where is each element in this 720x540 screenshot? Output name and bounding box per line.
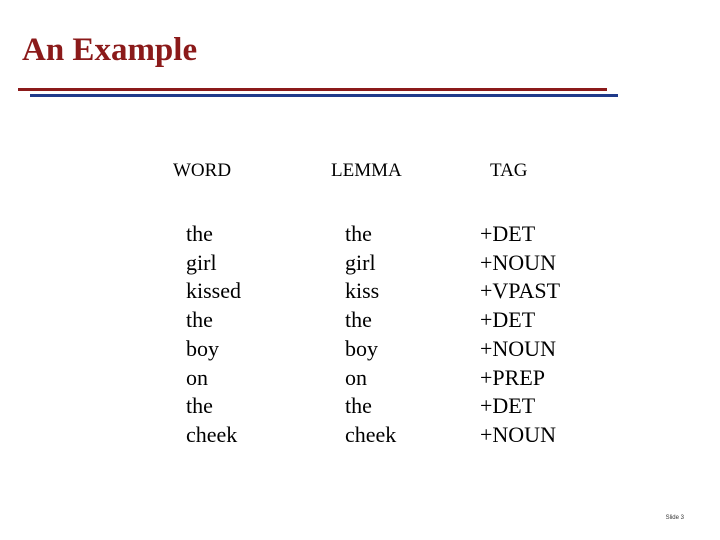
- tag-cell: +DET: [480, 393, 536, 419]
- slide-title: An Example: [22, 32, 198, 68]
- lemma-cell: the: [345, 393, 372, 419]
- lemma-cell: girl: [345, 249, 376, 275]
- word-column: [186, 220, 241, 450]
- word-cell: cheek: [186, 421, 238, 447]
- slide-number: Slide 3: [665, 515, 684, 521]
- tag-cell: +DET: [480, 307, 536, 333]
- tag-cell: +NOUN: [480, 421, 556, 447]
- lemma-cell: on: [345, 364, 367, 390]
- tag-cell: +DET: [480, 221, 536, 246]
- lemma-cell: the: [345, 221, 372, 246]
- lemma-cell: boy: [345, 335, 378, 361]
- title-underline-red: [18, 88, 607, 91]
- lemma-cell: cheek: [345, 421, 397, 447]
- tag-cell: +PREP: [480, 364, 545, 390]
- header-lemma: LEMMA: [331, 160, 402, 181]
- title-underline-blue: [30, 94, 618, 97]
- word-cell: the: [186, 393, 213, 419]
- lemma-cell: kiss: [345, 278, 380, 304]
- word-cell: the: [186, 307, 213, 333]
- word-cell: on: [186, 364, 208, 390]
- lemma-cell: the: [345, 307, 372, 333]
- header-tag: TAG: [490, 160, 528, 181]
- tag-cell: +NOUN: [480, 335, 556, 361]
- header-word: WORD: [173, 160, 232, 181]
- word-cell: boy: [186, 335, 219, 361]
- lemma-column: [345, 220, 396, 450]
- word-cell: kissed: [186, 278, 241, 304]
- tag-cell: +NOUN: [480, 249, 556, 275]
- word-cell: the: [186, 221, 213, 246]
- tag-cell: +VPAST: [480, 278, 561, 304]
- tag-column: [480, 220, 560, 450]
- word-cell: girl: [186, 249, 217, 275]
